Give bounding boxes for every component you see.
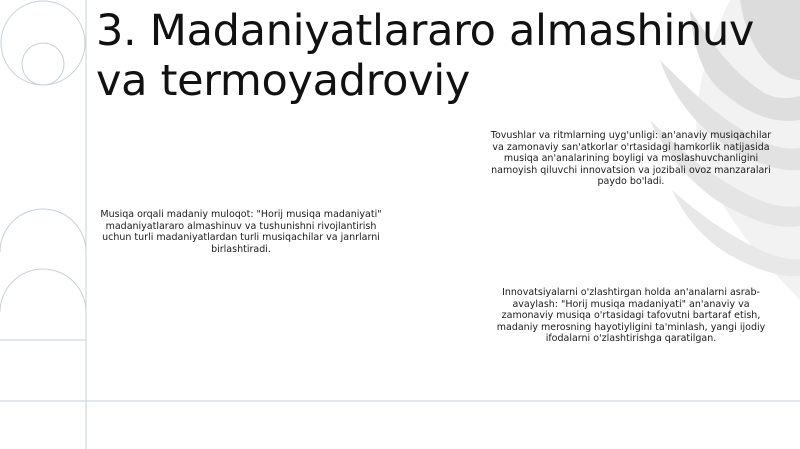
decorative-circle-icon xyxy=(1,1,85,85)
paragraph-harmony-of-sounds: Tovushlar va ritmlarning uyg'unligi: an'anaviy musiqachilar va zamonaviy san'atkorlar o'rtasidagi hamkorlik natijasida musiqa an'analarining boyligi va moslashuvchanligini namoyish qiluvchi innovatsion va jozibali ovoz manzaralari paydo bo'ladi. xyxy=(490,130,772,188)
paragraph-cultural-dialogue: Musiqa orqali madaniy muloqot: "Horij musiqa madaniyati" madaniyatlararo almashinuv va tushunishni rivojlantirish uchun turli madaniyatlardan turli musiqachilar va janrlarni birlashtiradi. xyxy=(100,209,382,255)
paragraph-preserving-traditions: Innovatsiyalarni o'zlashtirgan holda an'analarni asrab-avaylash: "Horij musiqa madaniyati" an'anaviy va zamonaviy musiqa o'rtasidagi tafovutni bartaraf etish, madaniy merosning hayotiyligini ta'minlash, yangi ijodiy ifodalarni o'zlashtirishga qaratilgan. xyxy=(496,287,766,345)
slide-title: 3. Madaniyatlararo almashinuv va termoyadroviy xyxy=(96,6,755,106)
decorative-arch-icon xyxy=(0,209,86,449)
